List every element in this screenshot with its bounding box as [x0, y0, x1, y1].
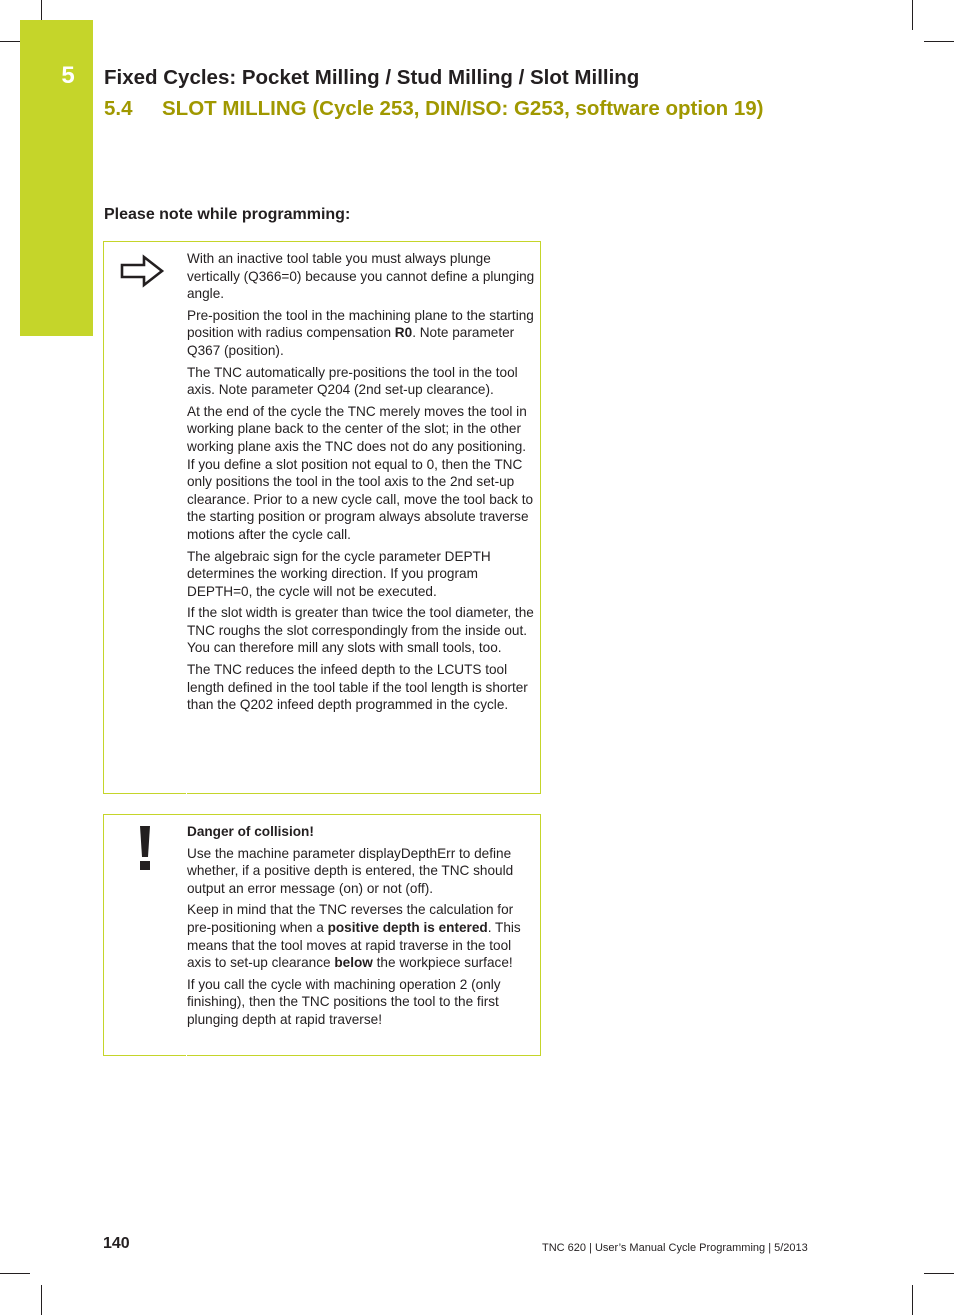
note-paragraph: With an inactive tool table you must always plunge vertically (Q366=0) because you cannot define a plunging angle. — [187, 251, 535, 302]
note-paragraph-text: the workpiece surface! — [372, 955, 513, 971]
note-paragraph-text: . Note parameter Q367 (position). — [187, 325, 515, 358]
note-text-programming — [187, 250, 537, 718]
crop-mark — [912, 0, 913, 30]
note-text-collision — [187, 823, 537, 1033]
note-paragraph-text: Pre-position the tool in the machining plane to the starting position with radius compensation — [187, 307, 534, 341]
note-paragraph: The TNC automatically pre-positions the tool in the tool axis. Note parameter Q204 (2nd set-up clearance). — [187, 364, 518, 398]
section-title-line — [104, 97, 763, 121]
section-title: SLOT MILLING (Cycle 253, DIN/ISO: G253, software option 19) — [162, 97, 764, 120]
chapter-number: 5 — [61, 62, 75, 89]
note-paragraph-bold: R0 — [394, 325, 413, 341]
note-paragraph-text: . This means that the tool moves at rapid traverse in the tool axis to set-up clearance — [187, 919, 521, 971]
crop-mark — [41, 1285, 42, 1315]
note-icon-column — [104, 815, 186, 1055]
note-paragraph: Use the machine parameter displayDepthErr to define whether, if a positive depth is entered, the TNC should output an error message (on) or not (off). — [187, 845, 514, 896]
note-paragraph-text: Keep in mind that the TNC reverses the calculation for pre-positioning when a — [187, 902, 514, 935]
note-paragraph: The algebraic sign for the cycle parameter DEPTH determines the working direction. If you program DEPTH=0, the cycle will not be executed. — [187, 548, 491, 599]
crop-mark — [924, 1273, 954, 1274]
note-paragraph-bold: below — [334, 955, 373, 971]
note-paragraph: If the slot width is greater than twice the tool diameter, the TNC roughs the slot correspondingly from the inside out. You can therefore mill any slots with small tools, too. — [187, 605, 534, 656]
box-divider — [186, 1051, 187, 1056]
crop-mark — [912, 1285, 913, 1315]
page-number: 140 — [103, 1235, 130, 1252]
box-divider — [186, 789, 187, 794]
exclamation-icon — [135, 825, 155, 873]
warning-title — [187, 823, 537, 841]
note-heading: Please note while programming: — [104, 206, 351, 223]
note-box-programming — [103, 241, 541, 794]
note-paragraph — [187, 307, 537, 360]
note-paragraph: At the end of the cycle the TNC merely moves the tool in working plane back to the center of the slot; in the other working plane axis the TNC does not do any positioning. If you define a slot position not equal to 0, then the TNC only positions the tool in the tool axis to the 2nd set-up clearance. Prior to a new cycle call, move the tool back to the starting position or program always absolute traverse motions after the cycle call. — [187, 403, 534, 542]
note-box-collision-warning — [103, 814, 541, 1056]
chapter-title: Fixed Cycles: Pocket Milling / Stud Milling / Slot Milling — [104, 66, 640, 89]
note-paragraph-bold: positive depth is entered — [327, 919, 488, 935]
note-paragraph — [187, 901, 537, 971]
footer-text: TNC 620 | User’s Manual Cycle Programming | 5/2013 — [542, 1242, 808, 1254]
arrow-right-icon — [119, 253, 167, 289]
note-paragraph: The TNC reduces the infeed depth to the LCUTS tool length defined in the tool table if the tool length is shorter than the Q202 infeed depth programmed in the cycle. — [187, 662, 528, 713]
crop-mark — [924, 41, 954, 42]
crop-mark — [0, 1273, 30, 1274]
note-icon-column — [104, 242, 186, 793]
warning-title-text: Danger of collision! — [187, 824, 314, 839]
section-number: 5.4 — [104, 97, 133, 120]
note-paragraph: If you call the cycle with machining operation 2 (only finishing), then the TNC positions the tool to the first plunging depth at rapid traverse! — [187, 976, 501, 1027]
